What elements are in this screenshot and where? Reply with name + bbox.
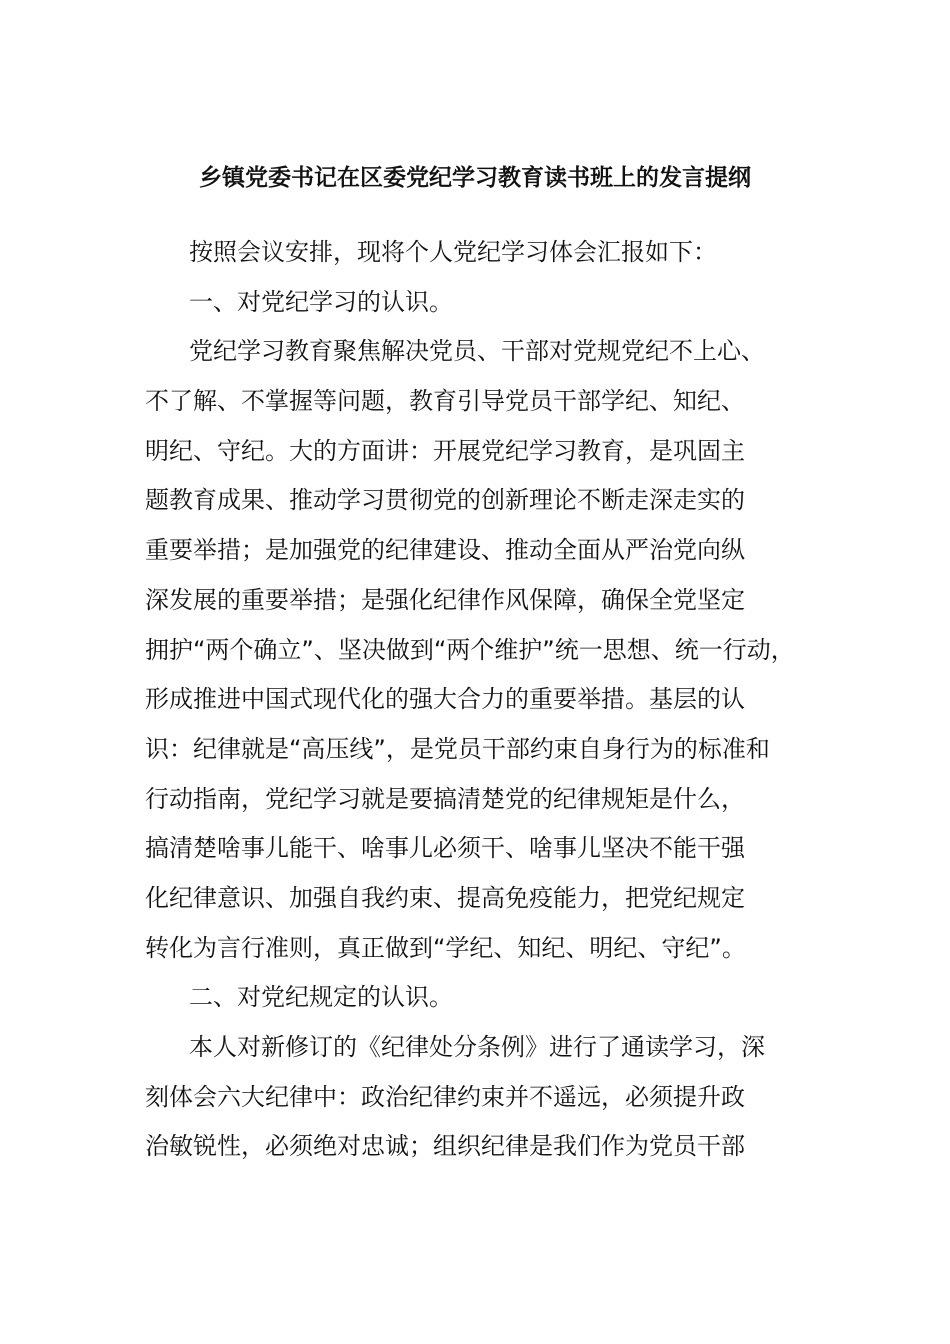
text-line: 拥护“两个确立”、坚决做到“两个维护”统一思想、统一行动， xyxy=(145,635,795,664)
document-title: 乡镇党委书记在区委党纪学习教育读书班上的发言提纲 xyxy=(199,165,751,191)
text-line: 形成推进中国式现代化的强大合力的重要举措。基层的认 xyxy=(145,685,745,714)
text-line: 行动指南，党纪学习就是要搞清楚党的纪律规矩是什么， xyxy=(145,784,745,813)
text-line: 党纪学习教育聚焦解决党员、干部对党规党纪不上心、 xyxy=(189,337,765,366)
text-line: 题教育成果、推动学习贯彻党的创新理论不断走深走实的 xyxy=(145,486,745,515)
text-line: 重要举措；是加强党的纪律建设、推动全面从严治党向纵 xyxy=(145,536,745,565)
text-line: 治敏锐性，必须绝对忠诚；组织纪律是我们作为党员干部 xyxy=(145,1132,745,1161)
text-line: 转化为言行准则，真正做到“学纪、知纪、明纪、守纪”。 xyxy=(145,933,746,962)
text-line: 深发展的重要举措；是强化纪律作风保障，确保全党坚定 xyxy=(145,585,745,614)
text-line: 识：纪律就是“高压线”，是党员干部约束自身行为的标准和 xyxy=(145,734,770,763)
text-line: 本人对新修订的《纪律处分条例》进行了通读学习，深 xyxy=(189,1033,765,1061)
text-line: 明纪、守纪。大的方面讲：开展党纪学习教育，是巩固主 xyxy=(145,436,745,465)
text-line: 刻体会六大纪律中：政治纪律约束并不遥远，必须提升政 xyxy=(145,1082,745,1111)
text-line: 化纪律意识、加强自我约束、提高免疫能力，把党纪规定 xyxy=(145,883,745,912)
section-heading: 二、对党纪规定的认识。 xyxy=(189,983,453,1012)
text-line: 搞清楚啥事儿能干、啥事儿必须干、啥事儿坚决不能干强 xyxy=(145,834,745,863)
text-line: 按照会议安排，现将个人党纪学习体会汇报如下： xyxy=(189,238,717,266)
text-line: 不了解、不掌握等问题，教育引导党员干部学纪、知纪、 xyxy=(145,387,745,416)
document-body xyxy=(145,228,825,1172)
section-heading: 一、对党纪学习的认识。 xyxy=(189,287,453,316)
